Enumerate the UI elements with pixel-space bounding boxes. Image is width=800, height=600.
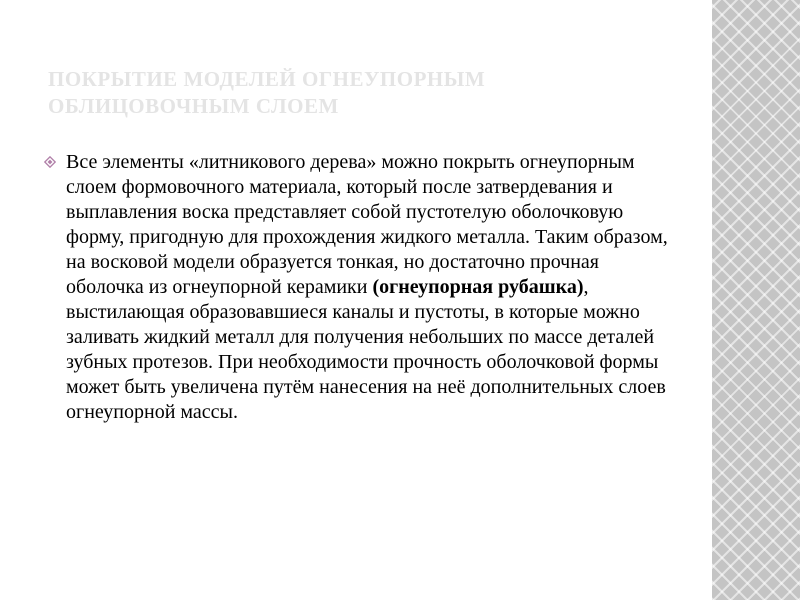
decorative-side-strip: [712, 0, 800, 600]
slide-title: ПОКРЫТИЕ МОДЕЛЕЙ ОГНЕУПОРНЫМ ОБЛИЦОВОЧНЫМ СЛОЕМ: [48, 67, 486, 118]
bullet-item: [44, 150, 672, 425]
paragraph-text-part2: , выстилающая образовавшиеся каналы и пустоты, в которые можно заливать жидкий металл для получения небольших по массе деталей зубных протезов. При необходимости прочность оболочковой формы может быть увеличена путём нанесения на неё дополнительных слоев огнеупорной массы.: [66, 276, 666, 423]
paragraph-bold-term: (огнеупорная рубашка): [372, 276, 584, 298]
bullet-paragraph: [66, 150, 668, 425]
paragraph-text-part1: Все элементы «литникового дерева» можно покрыть огнеупорным слоем формовочного материала, который после затвердевания и выплавления воска представляет собой пустотелую оболочковую форму, пригодную для прохождения жидкого металла. Таким образом, на восковой модели образуется тонкая, но достаточно прочная оболочка из огнеупорной керамики: [66, 151, 668, 298]
diamond-bullet-icon: [44, 156, 66, 168]
slide-content: [44, 150, 672, 425]
